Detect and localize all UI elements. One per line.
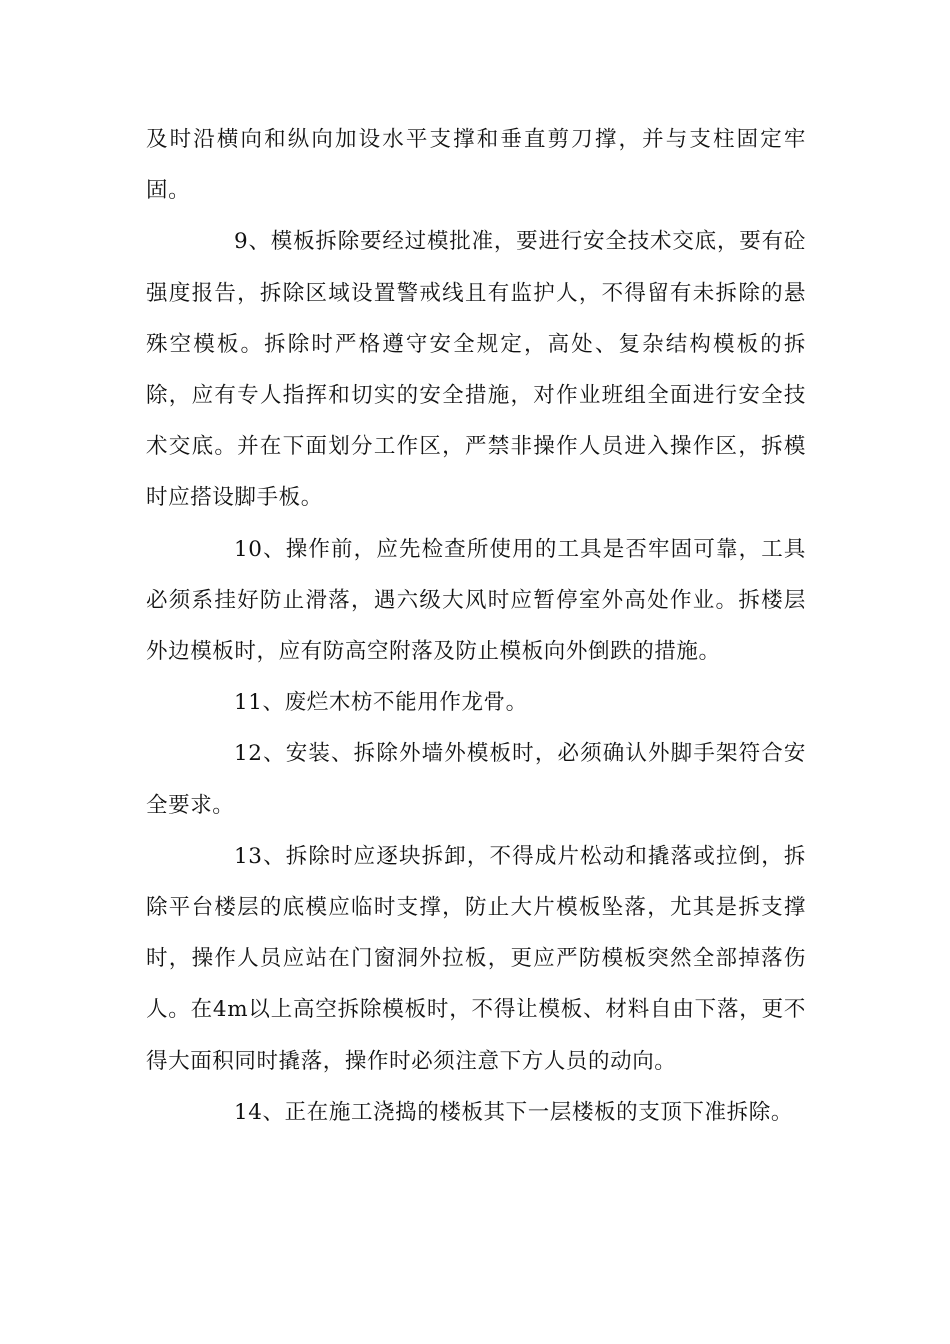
- paragraph-item-11: 11、废烂木枋不能用作龙骨。: [234, 690, 528, 716]
- paragraph-item-12: 12、安装、拆除外墙外模板时，必须确认外脚手架符合安全要求。: [146, 741, 806, 818]
- paragraph-item-9: 9、模板拆除要经过模批准，要进行安全技术交底，要有砼强度报告，拆除区域设置警戒线且有监护人，不得留有未拆除的悬殊空模板。拆除时严格遵守安全规定，高处、复杂结构模板的拆除，应有专人指挥和切实的安全措施，对作业班组全面进行安全技术交底。并在下面划分工作区，严禁非操作人员进入操作区，拆模时应搭设脚手板。: [146, 229, 806, 511]
- paragraph-item-13: 13、拆除时应逐块拆卸，不得成片松动和撬落或拉倒，拆除平台楼层的底模应临时支撑，防止大片模板坠落，尤其是拆支撑时，操作人员应站在门窗洞外拉板，更应严防模板突然全部掉落伤人。在4m以上高空拆除模板时，不得让模板、材料自由下落，更不得大面积同时撬落，操作时必须注意下方人员的动向。: [146, 843, 806, 1074]
- document-body: [146, 114, 806, 1138]
- paragraph-continuation: 及时沿横向和纵向加设水平支撑和垂直剪刀撑，并与支柱固定牢固。: [146, 127, 806, 204]
- paragraph-item-14: 14、正在施工浇捣的楼板其下一层楼板的支顶下准拆除。: [234, 1099, 793, 1125]
- paragraph-item-10: 10、操作前，应先检查所使用的工具是否牢固可靠，工具必须系挂好防止滑落，遇六级大风时应暂停室外高处作业。拆楼层外边模板时，应有防高空附落及防止模板向外倒跌的措施。: [146, 536, 806, 665]
